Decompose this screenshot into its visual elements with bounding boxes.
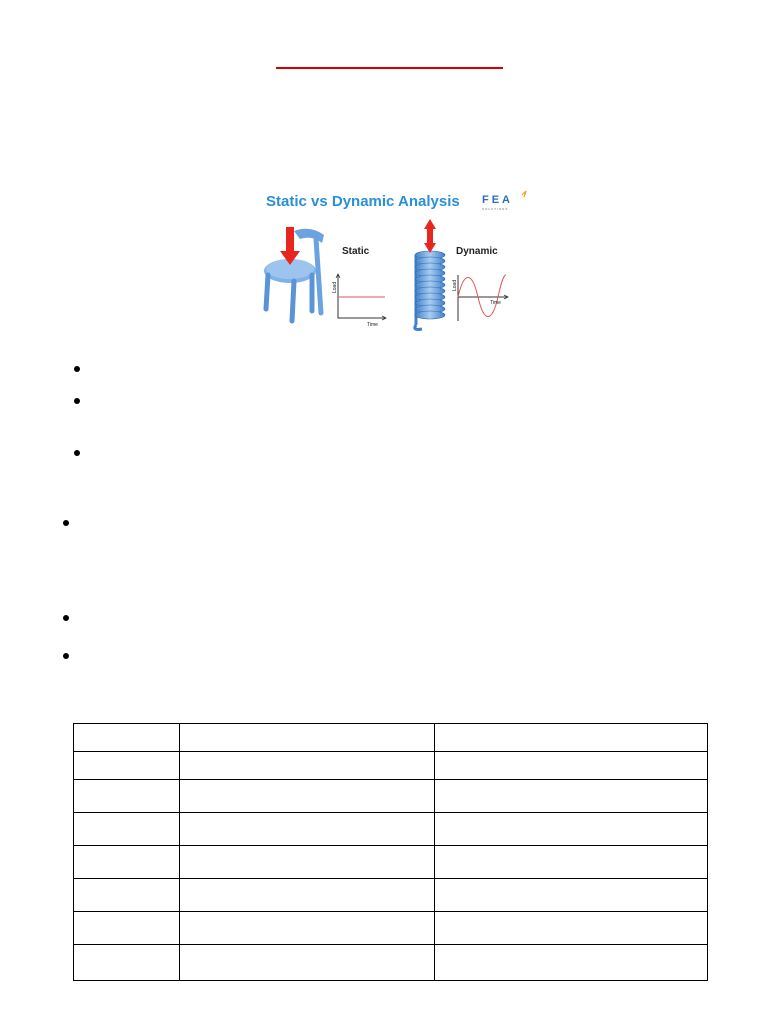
table-cell — [435, 780, 708, 813]
table-cell — [74, 846, 180, 879]
table-cell — [435, 813, 708, 846]
table-cell — [435, 945, 708, 981]
table-row — [74, 912, 708, 945]
table-row — [74, 752, 708, 780]
table-cell — [435, 752, 708, 780]
table-row — [74, 879, 708, 912]
list-bullet — [63, 520, 69, 526]
table-cell — [74, 724, 180, 752]
table-cell — [180, 813, 435, 846]
table-cell — [180, 724, 435, 752]
list-bullet — [74, 398, 80, 404]
table-row — [74, 780, 708, 813]
static-load-graph — [332, 274, 386, 328]
list-bullet — [74, 450, 80, 456]
table-cell — [180, 752, 435, 780]
table-cell — [435, 846, 708, 879]
table-cell — [74, 912, 180, 945]
table-cell — [435, 879, 708, 912]
table-row — [74, 724, 708, 752]
static-x-label: Time — [367, 322, 378, 328]
logo-subtext: SOLUTIONS — [482, 207, 509, 211]
cyclic-force-arrow-icon — [424, 219, 436, 253]
dynamic-label: Dynamic — [456, 246, 498, 257]
table-cell — [180, 780, 435, 813]
table-cell — [74, 752, 180, 780]
logo-text: FEA — [482, 194, 513, 206]
fea-logo — [482, 191, 526, 211]
title-underline — [276, 67, 503, 69]
dynamic-x-label: Time — [490, 300, 501, 306]
list-bullet — [63, 653, 69, 659]
list-bullet — [74, 366, 80, 372]
table-cell — [180, 879, 435, 912]
static-label: Static — [342, 246, 370, 257]
table-cell — [435, 724, 708, 752]
static-y-label: Load — [332, 281, 338, 293]
dynamic-y-label: Load — [452, 279, 458, 291]
table-row — [74, 945, 708, 981]
table-cell — [180, 945, 435, 981]
figure-title: Static vs Dynamic Analysis — [266, 193, 460, 210]
table-cell — [74, 813, 180, 846]
table-cell — [180, 846, 435, 879]
comparison-table — [73, 723, 708, 981]
table-row — [74, 813, 708, 846]
table-cell — [180, 912, 435, 945]
table-row — [74, 846, 708, 879]
spring-illustration — [415, 251, 445, 330]
static-vs-dynamic-figure — [250, 183, 531, 336]
table-cell — [435, 912, 708, 945]
table-cell — [74, 945, 180, 981]
table-cell — [74, 879, 180, 912]
table-cell — [74, 780, 180, 813]
list-bullet — [63, 615, 69, 621]
dynamic-load-graph — [452, 275, 508, 321]
